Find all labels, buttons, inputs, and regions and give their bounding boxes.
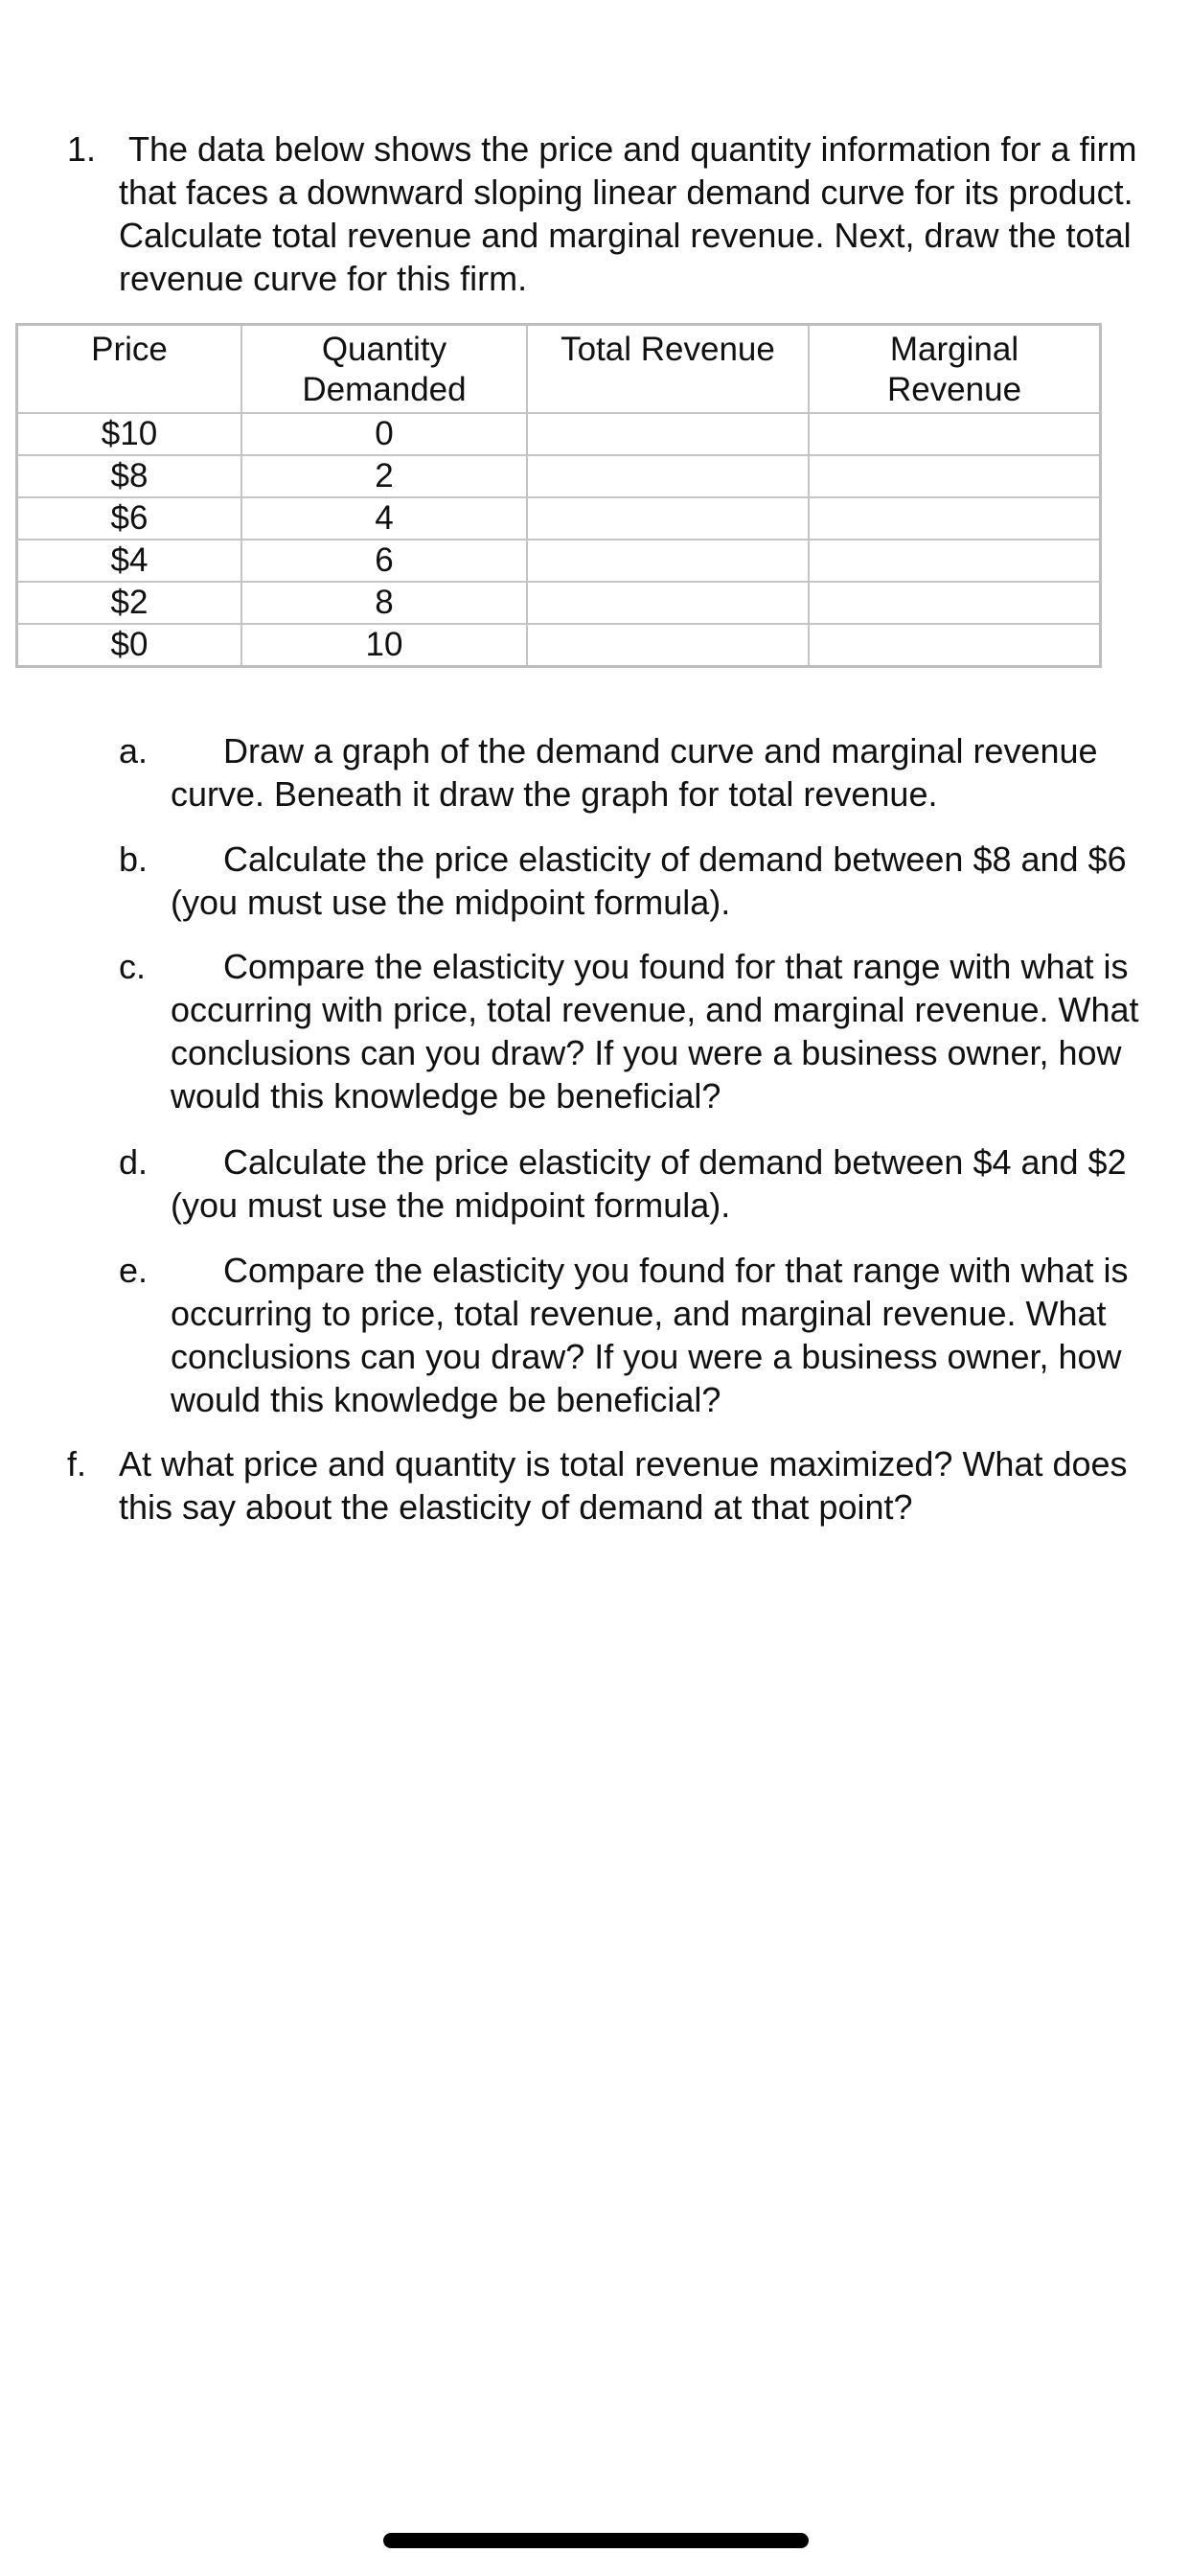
cell-marginal-revenue bbox=[809, 455, 1101, 497]
subquestion-e bbox=[119, 1249, 1163, 1421]
cell-quantity: 10 bbox=[241, 624, 527, 667]
cell-total-revenue bbox=[527, 624, 809, 667]
cell-price: $8 bbox=[17, 455, 242, 497]
table-header-row bbox=[17, 325, 1101, 414]
subquestion-letter: a. bbox=[119, 731, 149, 770]
cell-total-revenue bbox=[527, 455, 809, 497]
table-row bbox=[17, 582, 1101, 624]
subquestion-letter: c. bbox=[119, 947, 147, 986]
cell-total-revenue bbox=[527, 413, 809, 455]
cell-price: $4 bbox=[17, 540, 242, 582]
subquestion-letter: e. bbox=[119, 1251, 149, 1290]
subquestion-d bbox=[119, 1140, 1163, 1227]
cell-price: $2 bbox=[17, 582, 242, 624]
cell-quantity: 8 bbox=[241, 582, 527, 624]
subquestion-text: Compare the elasticity you found for that range with what is occurring to price, total revenue, and marginal revenue. What conclusions can you draw? If you were a business owner, how would this knowledge be beneficial? bbox=[171, 1251, 1129, 1419]
cell-total-revenue bbox=[527, 540, 809, 582]
cell-quantity: 4 bbox=[241, 497, 527, 540]
cell-price: $6 bbox=[17, 497, 242, 540]
price-quantity-table bbox=[15, 323, 1102, 668]
cell-quantity: 6 bbox=[241, 540, 527, 582]
table-row bbox=[17, 624, 1101, 667]
home-indicator[interactable] bbox=[383, 2533, 809, 2548]
header-marginal-revenue-label: Marginal Revenue bbox=[886, 331, 1022, 408]
table-row bbox=[17, 455, 1101, 497]
cell-quantity: 2 bbox=[241, 455, 527, 497]
question-f bbox=[67, 1442, 1159, 1529]
cell-total-revenue bbox=[527, 497, 809, 540]
header-price: Price bbox=[17, 325, 242, 414]
header-quantity-demanded bbox=[241, 325, 527, 414]
header-quantity-label: Quantity Demanded bbox=[302, 331, 467, 408]
cell-quantity: 0 bbox=[241, 413, 527, 455]
table-row bbox=[17, 497, 1101, 540]
subquestion-b bbox=[119, 838, 1163, 924]
subquestion-text: Draw a graph of the demand curve and marginal revenue curve. Beneath it draw the graph for total revenue. bbox=[171, 731, 1098, 814]
cell-total-revenue bbox=[527, 582, 809, 624]
question-f-text: At what price and quantity is total revenue maximized? What does this say about the elasticity of demand at that point? bbox=[119, 1444, 1128, 1527]
cell-marginal-revenue bbox=[809, 582, 1101, 624]
cell-marginal-revenue bbox=[809, 413, 1101, 455]
question-f-letter: f. bbox=[67, 1444, 87, 1484]
subquestion-text: Compare the elasticity you found for that range with what is occurring with price, total revenue, and marginal revenue. What conclusions can you draw? If you were a business owner, how would this knowledge be beneficial? bbox=[171, 947, 1139, 1116]
subquestion-text: Calculate the price elasticity of demand between $8 and $6 (you must use the midpoint formula). bbox=[171, 840, 1127, 922]
header-marginal-revenue bbox=[809, 325, 1101, 414]
cell-marginal-revenue bbox=[809, 624, 1101, 667]
cell-marginal-revenue bbox=[809, 540, 1101, 582]
subquestion-letter: d. bbox=[119, 1142, 149, 1182]
header-total-revenue: Total Revenue bbox=[527, 325, 809, 414]
question-number: 1. bbox=[67, 129, 97, 169]
subquestion-a bbox=[119, 729, 1163, 816]
subquestion-letter: b. bbox=[119, 840, 149, 879]
cell-marginal-revenue bbox=[809, 497, 1101, 540]
subquestion-text: Calculate the price elasticity of demand between $4 and $2 (you must use the midpoint formula). bbox=[171, 1142, 1127, 1225]
table-row bbox=[17, 540, 1101, 582]
question-1 bbox=[67, 127, 1159, 300]
question-text: The data below shows the price and quantity information for a firm that faces a downward sloping linear demand curve for its product. Calculate total revenue and marginal revenue. Next, draw the total revenue curve for this firm. bbox=[119, 129, 1137, 298]
cell-price: $0 bbox=[17, 624, 242, 667]
cell-price: $10 bbox=[17, 413, 242, 455]
subquestion-c bbox=[119, 945, 1163, 1117]
table-row bbox=[17, 413, 1101, 455]
